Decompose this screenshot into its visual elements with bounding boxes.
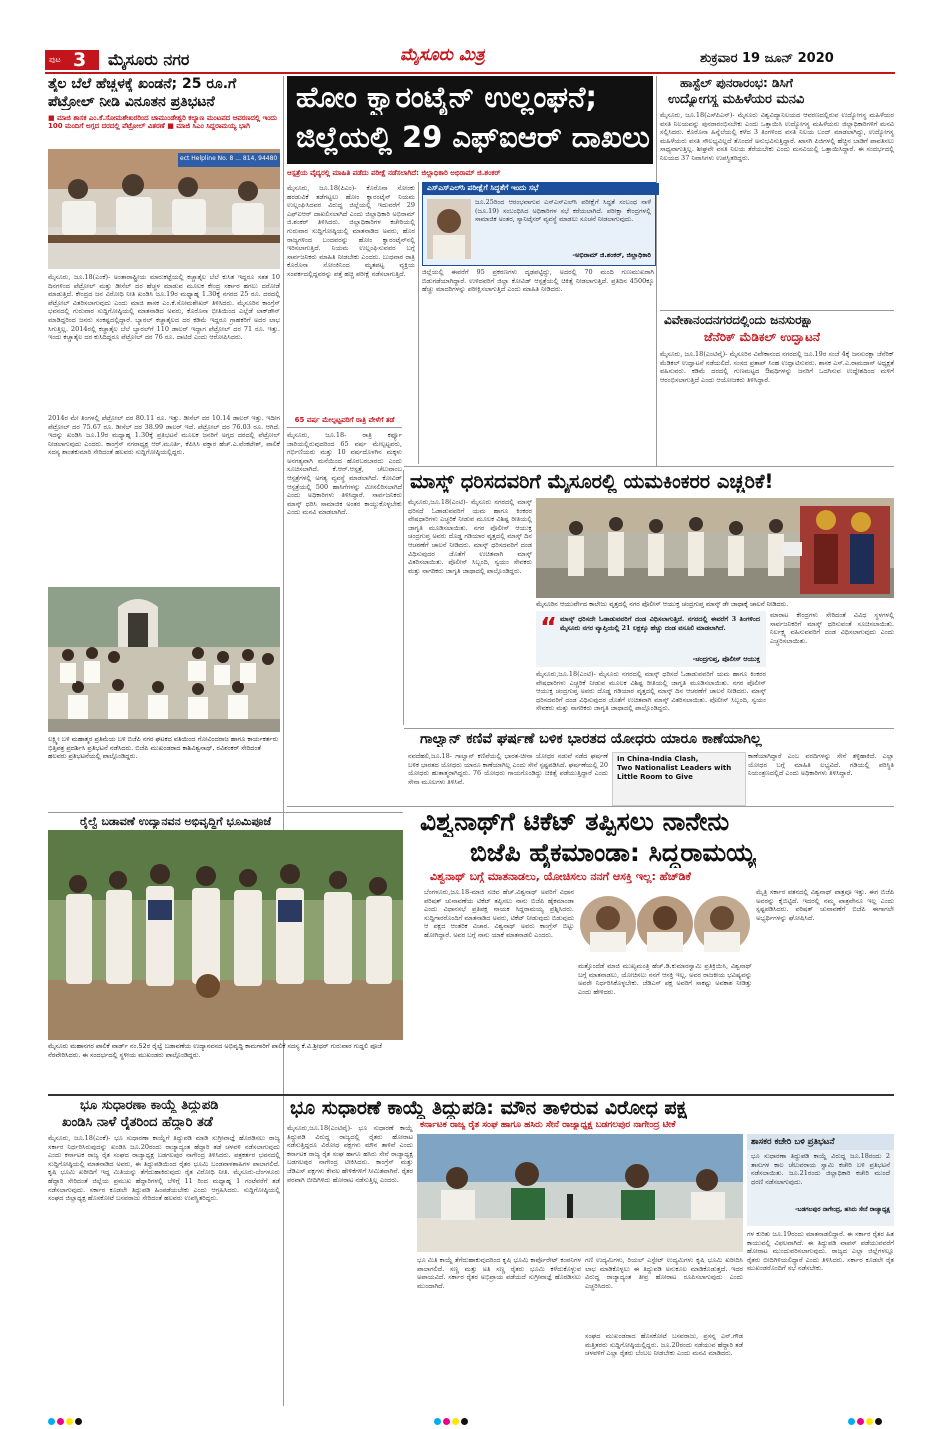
header-rule [45, 72, 895, 74]
section-title: ಮೈಸೂರು ನಗರ [108, 50, 190, 69]
mask-quote: ಮಾಸ್ಕ್ ಧರಿಸದೇ ಓಡಾಡುವವರಿಗೆ ದಂಡ ವಿಧಿಸಲಾಗುತ್ತಿದೆ. ನಗರದಲ್ಲಿ ಈವರೆಗೆ 3 ತಿಂಗಳಿಂದ ಮೈಸೂರು ನಗರ ವ್ಯಾಪ್ತಿಯಲ್ಲಿ 21 ಲಕ್ಷಕ್ಕೂ ಹೆಚ್ಚು ದಂಡ ವಸೂಲಿ ಮಾಡಲಾಗಿದೆ. [560, 615, 760, 632]
sslc-box-sign: -ಅಭಿರಾಮ್ ಜಿ.ಶಂಕರ್, ಜಿಲ್ಲಾಧಿಕಾರಿ [572, 251, 651, 259]
land-left-headline-1: ಭೂ ಸುಧಾರಣಾ ಕಾಯ್ದೆ ತಿದ್ದುಪಡಿ [80, 1098, 219, 1113]
hostel-body: ಮೈಸೂರು, ಜೂ.18(ಎಸ್‍ಪಿಎನ್)- ಮೈಸೂರು ವಿಶ್ವವಿದ್ಯಾನಿಲಯದ ಆವರಣದಲ್ಲಿರುವ ಉದ್ಯೋಗಸ್ಥ ಮಹಿಳೆಯರ ವಸತಿ ನಿಲಯವನ್ನು ಪುನರಾರಂಭಿಸಬೇಕು ಎಂದು ಒತ್ತಾಯಿಸಿ ಉದ್ಯೋಗಸ್ಥ ಮಹಿಳೆಯರು ಜಿಲ್ಲಾಧಿಕಾರಿಗಳಿಗೆ ಮನವಿ ಸಲ್ಲಿಸಿದರು. ಕೊರೊನಾ ಹಿನ್ನೆಲೆಯಲ್ಲಿ ಕಳೆದ 3 ತಿಂಗಳಿಂದ ವಸತಿ ನಿಲಯ ಬಂದ್ ಮಾಡಲಾಗಿದ್ದು, ಉದ್ಯೋಗಸ್ಥ ಮಹಿಳೆಯರು ವಸತಿ ಸೌಲಭ್ಯವಿಲ್ಲದೆ ತೊಂದರೆ ಅನುಭವಿಸುತ್ತಿದ್ದಾರೆ. ಖಾಸಗಿ ಪಿಜಿಗಳಲ್ಲಿ ಹೆಚ್ಚಿನ ಬಾಡಿಗೆ ಪಾವತಿಸಲು ಸಾಧ್ಯವಾಗುತ್ತಿಲ್ಲ. ಶೀಘ್ರವೇ ವಸತಿ ನಿಲಯ ತೆರೆಯಬೇಕು ಎಂದು ಮನವಿಯಲ್ಲಿ ಒತ್ತಾಯಿಸಿದ್ದಾರೆ. ಈ ಸಂದರ್ಭದಲ್ಲಿ ನಿಲಯದ 37 ನಿವಾಸಿಗಳು ಉಪಸ್ಥಿತರಿದ್ದರು. [660, 111, 894, 162]
land-main-subhead: ಕರ್ನಾಟಕ ರಾಜ್ಯ ರೈತ ಸಂಘ ಹಾಗೂ ಹಸಿರು ಸೇನೆ ರಾಜ್ಯಾಧ್ಯಕ್ಷ ಬಡಗಲಪುರ ನಾಗೇಂದ್ರ ಟೀಕೆ [420, 1120, 676, 1130]
registration-dots-left [432, 1410, 468, 1429]
fuel-headline-2: ಪೆಟ್ರೋಲ್ ನೀಡಿ ವಿನೂತನ ಪ್ರತಿಭಟನೆ [48, 94, 215, 110]
section-rule [48, 812, 403, 813]
land-main-headline: ಭೂ ಸುಧಾರಣೆ ಕಾಯ್ದೆ ತಿದ್ದುಪಡಿ: ಮೌನ ತಾಳಿರುವ ವಿರೋಧ ಪಕ್ಷ [290, 1097, 687, 1119]
quarantine-kicker: ಆಸ್ಪತ್ರೆಯ ವೈದ್ಯರಲ್ಲಿ ಮಾಹಿತಿ ಪಡೆದು ಪರೀಕ್ಷೆ ನಡೆಸಲಾಗಿದೆ: ಜಿಲ್ಲಾಧಿಕಾರಿ ಅಭಿರಾಮ್ ಜಿ.ಶಂಕರ್ [287, 169, 501, 177]
column-divider [656, 76, 657, 466]
office-protest-sign: -ಬಡಗಲಪುರ ನಾಗೇಂದ್ರ, ಹಸಿರು ಸೇನೆ ರಾಜ್ಯಾಧ್ಯಕ್ಷ [794, 1206, 890, 1213]
galwan-body: ನವದೆಹಲಿ,ಜೂ.18- ಗಾಲ್ವಾನ್ ಕಣಿವೆಯಲ್ಲಿ ಭಾರತ-ಚೀನಾ ಯೋಧರ ನಡುವೆ ನಡೆದ ಘರ್ಷಣೆ ಬಳಿಕ ಭಾರತದ ಯೋಧರು ಯಾರೂ ಕಾಣೆಯಾಗಿಲ್ಲ ಎಂದು ಸೇನೆ ಸ್ಪಷ್ಟಪಡಿಸಿದೆ. ಘರ್ಷಣೆಯಲ್ಲಿ 20 ಯೋಧರು ಹುತಾತ್ಮರಾಗಿದ್ದರು. 76 ಯೋಧರು ಗಾಯಗೊಂಡಿದ್ದು ಚಿಕಿತ್ಸೆ ಪಡೆಯುತ್ತಿದ್ದಾರೆ ಎಂದು ಸೇನಾ ಮೂಲಗಳು ತಿಳಿಸಿವೆ. [408, 752, 608, 786]
issue-date: ಶುಕ್ರವಾರ 19 ಜೂನ್ 2020 [700, 51, 834, 66]
section-rule [660, 310, 894, 311]
bjp-protest-photo [48, 587, 280, 732]
sslc-box [422, 182, 656, 266]
railway-caption: ಮೈಸೂರು ಮಹಾನಗರ ಪಾಲಿಕೆ ವಾರ್ಡ್ ನಂ.52ರ ರೈಲ್ವೆ ಬಡಾವಣೆಯ ಉದ್ಯಾನವನದ ಅಭಿವೃದ್ಧಿ ಕಾಮಗಾರಿಗೆ ಪಾಲಿಕೆ ಸದಸ್ಯ ಕೆ.ವಿ.ಶ್ರೀಧರ್ ಗುರುವಾರ ಗುದ್ದಲಿ ಪೂಜೆ ನೆರವೇರಿಸಿದರು. ಈ ಸಂದರ್ಭದಲ್ಲಿ ಸ್ಥಳೀಯ ಮುಖಂಡರು ಪಾಲ್ಗೊಂಡಿದ್ದರು. [48, 1042, 382, 1059]
galwan-body-2: ಕಾಣೆಯಾಗಿದ್ದಾರೆ ಎಂಬ ವರದಿಗಳನ್ನು ಸೇನೆ ತಳ್ಳಿಹಾಕಿದೆ. ಎಲ್ಲಾ ಯೋಧರ ಬಗ್ಗೆ ಮಾಹಿತಿ ಲಭ್ಯವಿದೆ. ಗಡಿಯಲ್ಲಿ ಪರಿಸ್ಥಿತಿ ನಿಯಂತ್ರಣದಲ್ಲಿದೆ ಎಂದು ಅಧಿಕಾರಿಗಳು ತಿಳಿಸಿದ್ದಾರೆ. [748, 752, 894, 778]
press-meet-photo [48, 149, 280, 269]
jana-headline-1: ವಿವೇಕಾನಂದನಗರದಲ್ಲಿಂದು ಜನಸುರಕ್ಷಾ [664, 313, 813, 327]
dc-portrait [427, 199, 471, 259]
railway-headline: ರೈಲ್ವೆ ಬಡಾವಣೆ ಉದ್ಯಾನವನ ಅಭಿವೃದ್ಧಿಗೆ ಭೂಮಿಪೂಜೆ [80, 815, 272, 828]
section-rule [404, 728, 894, 729]
mask-body: ಮೈಸೂರು,ಜೂ.18(ಎಂಟಿ)- ಮೈಸೂರು ನಗರದಲ್ಲಿ ಮಾಸ್ಕ್ ಧರಿಸದೆ ಓಡಾಡುವವರಿಗೆ ಯಮ ಹಾಗೂ ಕಿಂಕರರ ವೇಷಧಾರಿಗಳು ಎಚ್ಚರಿಕೆ ನೀಡುವ ಮೂಲಕ ವಿಶಿಷ್ಟ ರೀತಿಯಲ್ಲಿ ಜಾಗೃತಿ ಮೂಡಿಸಲಾಯಿತು. ನಗರ ಪೊಲೀಸ್ ಆಯುಕ್ತ ಚಂದ್ರಗುಪ್ತ ಅವರು ದೊಡ್ಡ ಗಡಿಯಾರ ವೃತ್ತದಲ್ಲಿ ಮಾಸ್ಕ್ ದಿನ ಆಚರಣೆಗೆ ಚಾಲನೆ ನೀಡಿದರು. ಮಾಸ್ಕ್ ಧರಿಸದವರಿಗೆ ದಂಡ ವಿಧಿಸುವುದರ ಜೊತೆಗೆ ಉಚಿತವಾಗಿ ಮಾಸ್ಕ್ ವಿತರಿಸಲಾಯಿತು. ಪೊಲೀಸ್ ಸಿಬ್ಬಂದಿ, ಸ್ವಯಂ ಸೇವಕರು ಮತ್ತು ನಾಗರಿಕರು ಜಾಗೃತಿ ಜಾಥಾದಲ್ಲಿ ಪಾಲ್ಗೊಂಡಿದ್ದರು. [408, 498, 532, 575]
mask-quote-sign: -ಚಂದ್ರಗುಪ್ತ, ಪೊಲೀಸ್ ಆಯುಕ್ತ [692, 655, 760, 663]
mask-body-cont: ಮೈಸೂರು,ಜೂ.18(ಎಂಟಿ)- ಮೈಸೂರು ನಗರದಲ್ಲಿ ಮಾಸ್ಕ್ ಧರಿಸದೆ ಓಡಾಡುವವರಿಗೆ ಯಮ ಹಾಗೂ ಕಿಂಕರರ ವೇಷಧಾರಿಗಳು ಎಚ್ಚರಿಕೆ ನೀಡುವ ಮೂಲಕ ವಿಶಿಷ್ಟ ರೀತಿಯಲ್ಲಿ ಜಾಗೃತಿ ಮೂಡಿಸಲಾಯಿತು. ನಗರ ಪೊಲೀಸ್ ಆಯುಕ್ತ ಚಂದ್ರಗುಪ್ತ ಅವರು ದೊಡ್ಡ ಗಡಿಯಾರ ವೃತ್ತದಲ್ಲಿ ಮಾಸ್ಕ್ ದಿನ ಆಚರಣೆಗೆ ಚಾಲನೆ ನೀಡಿದರು. ಮಾಸ್ಕ್ ಧರಿಸದವರಿಗೆ ದಂಡ ವಿಧಿಸುವುದರ ಜೊತೆಗೆ ಉಚಿತವಾಗಿ ಮಾಸ್ಕ್ ವಿತರಿಸಲಾಯಿತು. ಪೊಲೀಸ್ ಸಿಬ್ಬಂದಿ, ಸ್ವಯಂ ಸೇವಕರು ಮತ್ತು ನಾಗರಿಕರು ಜಾಗೃತಿ ಜಾಥಾದಲ್ಲಿ ಪಾಲ್ಗೊಂಡಿದ್ದರು. [536, 670, 766, 713]
jana-body: ಮೈಸೂರು, ಜೂ.18(ಎಂಟಿವೈ)- ಮೈಸೂರಿನ ವಿವೇಕಾನಂದ ನಗರದಲ್ಲಿ ಜೂ.19ರ ಸಂಜೆ 4ಕ್ಕೆ ಜನಸುರಕ್ಷಾ ಜೆನೆರಿಕ್ ಮೆಡಿಕಲ್ ಉದ್ಘಾಟನೆ ನಡೆಯಲಿದೆ. ಸಂಸದ ಪ್ರತಾಪ್ ಸಿಂಹ ಉದ್ಘಾಟಿಸುವರು. ಶಾಸಕ ಎಸ್.ಎ.ರಾಮದಾಸ್ ಅಧ್ಯಕ್ಷತೆ ವಹಿಸುವರು. ಕಡಿಮೆ ದರದಲ್ಲಿ ಗುಣಮಟ್ಟದ ಔಷಧಿಗಳನ್ನು ಜನರಿಗೆ ಒದಗಿಸುವ ಉದ್ದೇಶದಿಂದ ಮಳಿಗೆ ಆರಂಭಿಸಲಾಗುತ್ತಿದೆ ಎಂದು ಆಯೋಜಕರು ತಿಳಿಸಿದ್ದಾರೆ. [660, 350, 894, 384]
galwan-inset-line-3: Little Room to Give [617, 773, 693, 781]
land-left-body: ಮೈಸೂರು, ಜೂ.18(ಎಂಕೆ)- ಭೂ ಸುಧಾರಣಾ ಕಾಯ್ದೆಗೆ ತಿದ್ದುಪಡಿ ಮಾಡಿ ಸುಗ್ರೀವಾಜ್ಞೆ ಹೊರಡಿಸಲು ರಾಜ್ಯ ಸರ್ಕಾರ ನಿರ್ಧರಿಸಿರುವುದನ್ನು ಖಂಡಿಸಿ ಜೂ.20ರಂದು ರಾಜ್ಯಾದ್ಯಂತ ಹೆದ್ದಾರಿ ತಡೆ ಚಳವಳಿ ನಡೆಸಲಾಗುವುದು ಎಂದು ಕರ್ನಾಟಕ ರಾಜ್ಯ ರೈತ ಸಂಘದ ರಾಜ್ಯಾಧ್ಯಕ್ಷ ಬಡಗಲಪುರ ನಾಗೇಂದ್ರ ತಿಳಿಸಿದರು. ಪತ್ರಕರ್ತರ ಭವನದಲ್ಲಿ ಸುದ್ದಿಗೋಷ್ಠಿಯಲ್ಲಿ ಮಾತನಾಡಿದ ಅವರು, ಈ ತಿದ್ದುಪಡಿಯಿಂದ ರೈತರ ಭೂಮಿ ಬಂಡವಾಳಶಾಹಿಗಳ ಪಾಲಾಗಲಿದೆ. ಕೃಷಿ ಭೂಮಿ ಖರೀದಿಗೆ ಇದ್ದ ಮಿತಿಯನ್ನು ತೆಗೆದುಹಾಕಿರುವುದು ರೈತ ವಿರೋಧಿ ನೀತಿ. ಮೈಸೂರು-ಬೆಂಗಳೂರು ಹೆದ್ದಾರಿ ಸೇರಿದಂತೆ ಜಿಲ್ಲೆಯ ಪ್ರಮುಖ ಹೆದ್ದಾರಿಗಳಲ್ಲಿ ಬೆಳಿಗ್ಗೆ 11 ರಿಂದ ಮಧ್ಯಾಹ್ನ 1 ಗಂಟೆವರೆಗೆ ತಡೆ ನಡೆಸಲಾಗುವುದು. ಸರ್ಕಾರ ಕೂಡಲೇ ತಿದ್ದುಪಡಿ ಹಿಂಪಡೆಯಬೇಕು ಎಂದು ಆಗ್ರಹಿಸಿದರು. ಸುದ್ದಿಗೋಷ್ಠಿಯಲ್ಲಿ ಸಂಘದ ಜಿಲ್ಲಾಧ್ಯಕ್ಷ ಹೊಸಕೋಟೆ ಬಸವರಾಜು ಸೇರಿದಂತೆ ಹಲವರು ಉಪಸ್ಥಿತರಿದ್ದರು. [48, 1134, 280, 1203]
quarantine-headline-1: ಹೋಂ ಕ್ವಾರಂಟೈನ್ ಉಲ್ಲಂಘನೆ; [296, 80, 597, 114]
page-label: ಪುಟ [49, 55, 61, 64]
bjp-protest-caption: ಲಕ್ಷ್ಮೀ ಬಳಿ ಮಹಾತ್ಮರ ಪ್ರತಿಮೆಯ ಬಳಿ ಬಿಜೆಪಿ ನಗರ ಘಟಕದ ವತಿಯಿಂದ ಗೋವಿಂದರಾಜ ಹಾಗೂ ಕಾರ್ಯಕರ್ತರು ಭಿತ್ತಿಪತ್ರ ಪ್ರದರ್ಶಿಸಿ ಪ್ರತಿಭಟನೆ ನಡೆಸಿದರು. ಬಿಜೆಪಿ ಮುಖಂಡರಾದ ಕಾಶಿವಿಶ್ವನಾಥ್, ರವಿಶಂಕರ್ ಸೇರಿದಂತೆ ಹಲವರು ಪ್ರತಿಭಟನೆಯಲ್ಲಿ ಪಾಲ್ಗೊಂಡಿದ್ದರು. [48, 735, 279, 760]
office-protest-body-2: ಗಳ ಕುರಿತು ಜೂ.19ರಂದು ಮಾತನಾಡಲಿದ್ದಾರೆ. ಈ ಸರ್ಕಾರ ರೈತರ ಹಿತ ಕಾಯುವಲ್ಲಿ ವಿಫಲವಾಗಿದೆ. ಈ ತಿದ್ದುಪಡಿ ವಾಪಸ್ ಪಡೆಯುವವರೆಗೆ ಹೋರಾಟ ಮುಂದುವರಿಸಲಾಗುವುದು. ರಾಜ್ಯದ ಎಲ್ಲಾ ಜಿಲ್ಲೆಗಳಲ್ಲೂ ರೈತರು ಬೀದಿಗಿಳಿಯಲಿದ್ದಾರೆ ಎಂದು ತಿಳಿಸಿದರು. ಸರ್ಕಾರ ಕೂಡಲೇ ರೈತ ಮುಖಂಡರೊಂದಿಗೆ ಸಭೆ ನಡೆಸಬೇಕು. [747, 1230, 894, 1273]
office-protest-box [747, 1134, 894, 1226]
masthead-title: ಮೈಸೂರು ಮಿತ್ರ [400, 45, 485, 65]
galwan-inset-line-2: Two Nationalist Leaders with [617, 764, 732, 772]
land-main-body-2: ಭೂ ಮಿತಿ ಕಾಯ್ದೆ ತೆಗೆದುಹಾಕುವುದರಿಂದ ಕೃಷಿ ಭೂಮಿ ಕಾರ್ಪೊರೇಟ್ ಕಂಪನಿಗಳ ಪಾಲಾಗಲಿದೆ. ಸಣ್ಣ ಮತ್ತು ಅತಿ ಸಣ್ಣ ರೈತರು ಭೂಮಿ ಕಳೆದುಕೊಳ್ಳುವ ಅಪಾಯವಿದೆ. ಸರ್ಕಾರ ರೈತರ ಅಭಿಪ್ರಾಯ ಪಡೆಯದೆ ಸುಗ್ರೀವಾಜ್ಞೆ ಹೊರಡಿಸಲು ಮುಂದಾಗಿದೆ. [417, 1256, 581, 1290]
fuel-body: ಮೈಸೂರು, ಜೂ.18(ಎಂಕೆ)- ಅಂತಾರಾಷ್ಟ್ರೀಯ ಮಾರುಕಟ್ಟೆಯಲ್ಲಿ ಕಚ್ಚಾತೈಲ ಬೆಲೆ ಕುಸಿತ ಇದ್ದರೂ ಸತತ 10 ದಿನಗಳಿಂದ ಪೆಟ್ರೋಲ್ ಮತ್ತು ಡೀಸೆಲ್ ದರ ಹೆಚ್ಚಳ ಮಾಡುವ ಮೂಲಕ ಕೇಂದ್ರ ಸರ್ಕಾರ ಹಗಲು ದರೋಡೆ ಮಾಡುತ್ತಿದೆ. ಕೇಂದ್ರದ ಜನ ವಿರೋಧಿ ನೀತಿ ಖಂಡಿಸಿ ಜೂ.19ರ ಮಧ್ಯಾಹ್ನ 1.30ಕ್ಕೆ ನಗರದ 25 ರೂ. ದರದಲ್ಲಿ ಪೆಟ್ರೋಲ್ ವಿತರಿಸಲಾಗುವುದು ಎಂದು ಮಾಜಿ ಶಾಸಕ ಎಂ.ಕೆ.ಸೋಮಶೇಖರ್ ತಿಳಿಸಿದರು. ಮೈಸೂರಿನ ಕಾಂಗ್ರೆಸ್ ಭವನದಲ್ಲಿ ಗುರುವಾರ ಸುದ್ದಿಗೋಷ್ಠಿಯಲ್ಲಿ ಮಾತನಾಡಿದ ಅವರು, ಕೊರೊನಾ ಭೀತಿಯಿಂದ ಎಲ್ಲೆಡೆ ಲಾಕ್‍ಡೌನ್ ಮಾಡಿದ್ದರಿಂದ ಜನರು ಸಂಕಷ್ಟದಲ್ಲಿದ್ದಾರೆ. ಬ್ಯಾರಲ್ ಕಚ್ಚಾತೈಲದ ದರ ಕಡಿಮೆ ಇದ್ದರೂ ಗ್ರಾಹಕರಿಗೆ ಅದರ ಲಾಭ ಸಿಗುತ್ತಿಲ್ಲ. 2014ರಲ್ಲಿ ಕಚ್ಚಾತೈಲ ಬೆಲೆ ಬ್ಯಾರಲ್‍ಗೆ 110 ಡಾಲರ್ ಇದ್ದಾಗ ಪೆಟ್ರೋಲ್ ದರ 71 ರೂ. ಇತ್ತು. ಇಂದು ಕಚ್ಚಾತೈಲ ದರ ಕುಸಿದಿದ್ದರೂ ಪೆಟ್ರೋಲ್ ದರ 76 ರೂ. ದಾಟಿದೆ ಎಂದು ಆರೋಪಿಸಿದರು. [48, 273, 280, 342]
siddu-headline-1: ವಿಶ್ವನಾಥ್‍ಗೆ ಟಿಕೆಟ್ ತಪ್ಪಿಸಲು ನಾನೇನು [420, 807, 730, 836]
quarantine-body: ಮೈಸೂರು, ಜೂ.18(ಪಿಎಂ)- ಕೊರೊನಾ ಸೋಂಕು ಹರಡುವಿಕೆ ತಡೆಗಟ್ಟಲು ಹೋಂ ಕ್ವಾರಂಟೈನ್ ನಿಯಮ ಉಲ್ಲಂಘಿಸಿದವರ ವಿರುದ್ಧ ಜಿಲ್ಲೆಯಲ್ಲಿ ಇದುವರೆಗೆ 29 ಎಫ್‍ಐಆರ್ ದಾಖಲಿಸಲಾಗಿದೆ ಎಂದು ಜಿಲ್ಲಾಧಿಕಾರಿ ಅಭಿರಾಮ್ ಜಿ.ಶಂಕರ್ ತಿಳಿಸಿದರು. ಜಿಲ್ಲಾಧಿಕಾರಿಗಳ ಕಚೇರಿಯಲ್ಲಿ ಗುರುವಾರ ಸುದ್ದಿಗೋಷ್ಠಿಯಲ್ಲಿ ಮಾತನಾಡಿದ ಅವರು, ಹೊರ ರಾಜ್ಯಗಳಿಂದ ಬಂದವರನ್ನು ಹೋಂ ಕ್ವಾರಂಟೈನ್‍ನಲ್ಲಿ ಇರಿಸಲಾಗುತ್ತಿದೆ. ನಿಯಮ ಉಲ್ಲಂಘಿಸುವವರ ಬಗ್ಗೆ ಸಾರ್ವಜನಿಕರು ಮಾಹಿತಿ ನೀಡಬೇಕು ಎಂದರು. ಬುಧವಾರ ರಾತ್ರಿ ಕೊರೊನಾ ಸೋಂಕಿನಿಂದ ಮೃತಪಟ್ಟ ವ್ಯಕ್ತಿಯ ಸಂಪರ್ಕದಲ್ಲಿದ್ದವರನ್ನು ಪತ್ತೆ ಹಚ್ಚಿ ಪರೀಕ್ಷೆ ನಡೆಸಲಾಗುತ್ತಿದೆ. [287, 184, 415, 278]
fuel-headline-1: ತೈಲ ಬೆಲೆ ಹೆಚ್ಚಳಕ್ಕೆ ಖಂಡನೆ; 25 ರೂ.ಗೆ [48, 76, 237, 92]
hostel-headline-2: ಉದ್ಯೋಗಸ್ಥ ಮಹಿಳೆಯರ ಮನವಿ [668, 92, 805, 107]
siddu-body-2: ಮತ್ತೊಂದೆಡೆ ಮಾಜಿ ಮುಖ್ಯಮಂತ್ರಿ ಹೆಚ್.ಡಿ.ಕುಮಾರಸ್ವಾಮಿ ಪ್ರತಿಕ್ರಿಯಿಸಿ, ವಿಶ್ವನಾಥ್ ಬಗ್ಗೆ ಮಾತನಾಡಲು, ಯೋಚಿಸಲು ನನಗೆ ಆಸಕ್ತಿ ಇಲ್ಲ. ಅವರ ರಾಜಕೀಯ ಭವಿಷ್ಯವನ್ನು ಅವರೇ ನಿರ್ಧರಿಸಿಕೊಳ್ಳಬೇಕು. ಜೆಡಿಎಸ್ ಪಕ್ಷ ಅವರಿಗೆ ಸಾಕಷ್ಟು ಅವಕಾಶ ನೀಡಿತ್ತು ಎಂದು ಹೇಳಿದರು. [578, 962, 752, 996]
quarantine-headline-2: ಜಿಲ್ಲೆಯಲ್ಲಿ 29 ಎಫ್‍ಐಆರ್ ದಾಖಲು [296, 120, 650, 154]
registration-dots-far-left [46, 1410, 82, 1429]
section-rule [404, 466, 894, 467]
column-divider [283, 76, 284, 416]
senior-box-title: 65 ವರ್ಷ ಮೇಲ್ಪಟ್ಟವರಿಗೆ ರಾತ್ರಿ ವೇಳೆಗೆ ತಡೆ [287, 416, 402, 428]
column-divider [403, 470, 404, 725]
mask-headline: ಮಾಸ್ಕ್ ಧರಿಸದವರಿಗೆ ಮೈಸೂರಲ್ಲಿ ಯಮಕಿಂಕರರ ಎಚ್ಚರಿಕೆ! [410, 470, 774, 493]
senior-box-body: ಮೈಸೂರು, ಜೂ.18- ರಾತ್ರಿ ಕರ್ಫ್ಯೂ ಜಾರಿಯಲ್ಲಿರುವುದರಿಂದ 65 ವರ್ಷ ಮೇಲ್ಪಟ್ಟವರು, ಗರ್ಭಿಣಿಯರು ಮತ್ತು 10 ವರ್ಷದೊಳಗಿನ ಮಕ್ಕಳು ಅನಗತ್ಯವಾಗಿ ಮನೆಯಿಂದ ಹೊರಬರಬಾರದು ಎಂದು ಸೂಚಿಸಲಾಗಿದೆ. ಕೆ.ಆರ್.ಆಸ್ಪತ್ರೆ, ಚೆಲುವಾಂಬ ಆಸ್ಪತ್ರೆಗಳಲ್ಲಿ ಅಗತ್ಯ ವ್ಯವಸ್ಥೆ ಮಾಡಲಾಗಿದೆ. ಕೋವಿಡ್ ಆಸ್ಪತ್ರೆಯಲ್ಲಿ 500 ಹಾಸಿಗೆಗಳನ್ನು ಮೀಸಲಿರಿಸಲಾಗಿದೆ ಎಂದು ಅಧಿಕಾರಿಗಳು ತಿಳಿಸಿದ್ದಾರೆ. ಸಾರ್ವಜನಿಕರು ಮಾಸ್ಕ್ ಧರಿಸಿ ಸಾಮಾಜಿಕ ಅಂತರ ಕಾಯ್ದುಕೊಳ್ಳಬೇಕು ಎಂದು ಮನವಿ ಮಾಡಲಾಗಿದೆ. [287, 431, 402, 517]
helpline-banner-text: ect Helpline No. 8 ... 814, 94480 [180, 155, 278, 162]
land-main-body-4: ಸಂಘದ ಮುಖಂಡರಾದ ಹೊಸಕೋಟೆ ಬಸವರಾಜು, ಪ್ರಸನ್ನ ಎನ್.ಗೌಡ ಮತ್ತಿತರರು ಸುದ್ದಿಗೋಷ್ಠಿಯಲ್ಲಿದ್ದರು. ಜೂ.20ರಂದು ನಡೆಯುವ ಹೆದ್ದಾರಿ ತಡೆ ಚಳವಳಿಗೆ ಎಲ್ಲಾ ರೈತರು ಬೆಂಬಲ ನೀಡಬೇಕು ಎಂದು ಮನವಿ ಮಾಡಿದರು. [585, 1332, 743, 1358]
quote-mark-icon: “ [540, 613, 558, 643]
quarantine-body-2: ಜಿಲ್ಲೆಯಲ್ಲಿ ಈವರೆಗೆ 95 ಪ್ರಕರಣಗಳು ದೃಢಪಟ್ಟಿದ್ದು, ಅದರಲ್ಲಿ 70 ಮಂದಿ ಗುಣಮುಖರಾಗಿ ಬಿಡುಗಡೆಯಾಗಿದ್ದಾರೆ. ಉಳಿದವರಿಗೆ ಜಿಲ್ಲಾ ಕೋವಿಡ್ ಆಸ್ಪತ್ರೆಯಲ್ಲಿ ಚಿಕಿತ್ಸೆ ನೀಡಲಾಗುತ್ತಿದೆ. ಪ್ರತಿದಿನ 4500ಕ್ಕೂ ಹೆಚ್ಚು ಮಾದರಿಗಳನ್ನು ಪರೀಕ್ಷಿಸಲಾಗುತ್ತಿದೆ ಎಂದು ಮಾಹಿತಿ ನೀಡಿದರು. [422, 268, 654, 294]
mask-caption: ಮೈಸೂರಿನ ಆಯುರ್ವೇದ ಕಾಲೇಜು ವೃತ್ತದಲ್ಲಿ ನಗರ ಪೊಲೀಸ್ ಆಯುಕ್ತ ಚಂದ್ರಗುಪ್ತ ಮಾಸ್ಕ್ ಡೇ ಜಾಥಾಕ್ಕೆ ಚಾಲನೆ ನೀಡಿದರು. [536, 600, 789, 608]
page-number-badge [45, 50, 99, 70]
registration-dots [846, 1410, 882, 1429]
mask-awareness-photo [536, 498, 894, 598]
galwan-inset [612, 752, 746, 806]
siddu-body-3: ಮೈತ್ರಿ ಸರ್ಕಾರ ಪತನದಲ್ಲಿ ವಿಶ್ವನಾಥ್ ಪಾತ್ರವೂ ಇತ್ತು. ಈಗ ಬಿಜೆಪಿ ಅವರನ್ನು ಕೈಬಿಟ್ಟಿದೆ. ಇದರಲ್ಲಿ ನಮ್ಮ ಪಾತ್ರವೇನೂ ಇಲ್ಲ ಎಂದು ಸ್ಪಷ್ಟಪಡಿಸಿದರು. ಪರಿಷತ್ ಚುನಾವಣೆಗೆ ಬಿಜೆಪಿ ಈಗಾಗಲೇ ಅಭ್ಯರ್ಥಿಗಳನ್ನು ಘೋಷಿಸಿದೆ. [756, 888, 894, 922]
section-rule [48, 1094, 894, 1096]
siddu-body: ಬೆಂಗಳೂರು,ಜೂ.18-ಮಾಜಿ ಸಚಿವ ಹೆಚ್.ವಿಶ್ವನಾಥ್ ಅವರಿಗೆ ವಿಧಾನ ಪರಿಷತ್ ಚುನಾವಣೆಯ ಟಿಕೆಟ್ ತಪ್ಪಿಸಲು ನಾನು ಬಿಜೆಪಿ ಹೈಕಮಾಂಡಾ ಎಂದು ವಿಧಾನಸಭೆ ಪ್ರತಿಪಕ್ಷ ನಾಯಕ ಸಿದ್ದರಾಮಯ್ಯ ಪ್ರಶ್ನಿಸಿದರು. ಸುದ್ದಿಗಾರರೊಂದಿಗೆ ಮಾತನಾಡಿದ ಅವರು, ಟಿಕೆಟ್ ನೀಡುವುದು ಬಿಡುವುದು ಆ ಪಕ್ಷದ ಆಂತರಿಕ ವಿಚಾರ. ವಿಶ್ವನಾಥ್ ಅವರು ಕಾಂಗ್ರೆಸ್ ಬಿಟ್ಟು ಹೋಗಿದ್ದಾರೆ. ಅವರ ಬಗ್ಗೆ ನಾನು ಯಾಕೆ ಮಾತನಾಡಲಿ ಎಂದರು. [424, 888, 574, 939]
leaders-photos [578, 888, 752, 958]
galwan-headline: ಗಾಲ್ವಾನ್ ಕಣಿವೆ ಘರ್ಷಣೆ ಬಳಿಕ ಭಾರತದ ಯೋಧರು ಯಾರೂ ಕಾಣೆಯಾಗಿಲ್ಲ [420, 731, 762, 747]
land-left-headline-2: ಖಂಡಿಸಿ ನಾಳೆ ರೈತರಿಂದ ಹೆದ್ದಾರಿ ತಡೆ [62, 1115, 213, 1130]
jana-headline-2: ಜೆನೆರಿಕ್ ಮೆಡಿಕಲ್ ಉದ್ಘಾಟನೆ [704, 330, 821, 344]
mask-quote-box [536, 611, 766, 667]
siddu-subhead: ವಿಶ್ವನಾಥ್ ಬಗ್ಗೆ ಮಾತನಾಡಲು, ಯೋಚಿಸಲು ನನಗೆ ಆಸಕ್ತಿ ಇಲ್ಲ: ಹೆಚ್‍ಡಿಕೆ [430, 870, 691, 883]
office-protest-body: ಭೂ ಸುಧಾರಣಾ ತಿದ್ದುಪಡಿ ಕಾಯ್ದೆ ವಿರುದ್ಧ ಜೂ.18ರಂದು 2 ತಾಸುಗಳ ಕಾಲ ಚೆಲುವರಾಯ ಸ್ವಾಮಿ ಕಚೇರಿ ಬಳಿ ಪ್ರತಿಭಟನೆ ನಡೆಸಲಾಯಿತು. ಜೂ.21ರಂದು ಜಿಲ್ಲಾಧಿಕಾರಿ ಕಚೇರಿ ಮುಂದೆ ಧರಣಿ ನಡೆಸಲಾಗುವುದು. [751, 1152, 890, 1186]
railway-bhoomi-pooja-photo [48, 830, 403, 1040]
column-divider [283, 1096, 284, 1406]
galwan-inset-line-1: In China-India Clash, [617, 755, 699, 763]
column-divider [418, 182, 419, 464]
mask-side-body: ಮಾರಾಟ ಕೇಂದ್ರಗಳು ಸೇರಿದಂತೆ ವಿವಿಧ ಸ್ಥಳಗಳಲ್ಲಿ ಸಾರ್ವಜನಿಕರಿಗೆ ಮಾಸ್ಕ್ ಧರಿಸುವಂತೆ ಸೂಚಿಸಲಾಯಿತು. ನಿರ್ಲಕ್ಷ್ಯ ವಹಿಸುವವರಿಗೆ ದಂಡ ವಿಧಿಸಲಾಗುವುದು ಎಂದು ಎಚ್ಚರಿಸಲಾಯಿತು. [770, 611, 894, 645]
siddu-headline-2: ಬಿಜೆಪಿ ಹೈಕಮಾಂಡಾ: ಸಿದ್ದರಾಮಯ್ಯ [470, 838, 757, 867]
senior-box [287, 416, 402, 804]
fuel-subhead: ■ ಮಾಜಿ ಶಾಸಕ ಎಂ.ಕೆ.ಸೋಮಶೇಖರರಿಂದ ಚಾಮುಂಡೇಶ್ವರಿ ಕಲ್ಯಾಣ ಮಂಟಪದ ಆವರಣದಲ್ಲಿ ಇಂದು 100 ಮಂದಿಗೆ ಅಗ್ಗದ ದರದಲ್ಲಿ ಪೆಟ್ರೋಲ್ ವಿತರಣೆ ■ ಮಾಜಿ ಸಿಎಂ ಸಿದ್ದರಾಮಯ್ಯ ಭಾಗಿ [48, 114, 278, 131]
sslc-box-title: ಎಸ್‍ಎಸ್‍ಎಲ್‍ಸಿ ಪರೀಕ್ಷೆಗೆ ಸಿದ್ಧತೆಗೆ ಇಂದು ಸಭೆ [423, 183, 659, 195]
land-main-body-3: ಗಣಿ ಉದ್ಯಮಿಗಳು, ರಿಯಲ್ ಎಸ್ಟೇಟ್ ಉದ್ಯಮಿಗಳು ಕೃಷಿ ಭೂಮಿ ಖರೀದಿಸಿ ಲಾಭ ಮಾಡಿಕೊಳ್ಳಲು ಈ ತಿದ್ದುಪಡಿ ಅನುಕೂಲ ಮಾಡಿಕೊಡುತ್ತದೆ. ಇದರ ವಿರುದ್ಧ ರಾಜ್ಯಾದ್ಯಂತ ತೀವ್ರ ಹೋರಾಟ ರೂಪಿಸಲಾಗುವುದು ಎಂದು ಎಚ್ಚರಿಸಿದರು. [585, 1256, 743, 1290]
sslc-box-body: ಜೂ.25ರಿಂದ ಆರಂಭವಾಗುವ ಎಸ್‍ಎಸ್‍ಎಲ್‍ಸಿ ಪರೀಕ್ಷೆಗೆ ಸಿದ್ಧತೆ ಸಂಬಂಧ ನಾಳೆ (ಜೂ.19) ಸಂಬಂಧಿಸಿದ ಅಧಿಕಾರಿಗಳ ಸಭೆ ಕರೆಯಲಾಗಿದೆ. ಪರೀಕ್ಷಾ ಕೇಂದ್ರಗಳಲ್ಲಿ ಸಾಮಾಜಿಕ ಅಂತರ, ಸ್ಯಾನಿಟೈಸರ್ ವ್ಯವಸ್ಥೆ ಮಾಡಲು ಸೂಚನೆ ನೀಡಲಾಗುವುದು. [475, 198, 651, 224]
fuel-body-2: 2014ರ ಮೇ ತಿಂಗಳಲ್ಲಿ ಪೆಟ್ರೋಲ್ ದರ 80.11 ರೂ. ಇತ್ತು. ಡೀಸೆಲ್ ದರ 10.14 ಡಾಲರ್ ಇತ್ತು. ಇದೀಗ ಪೆಟ್ರೋಲ್ ದರ 75.67 ರೂ. ಡೀಸೆಲ್ ದರ 38.99 ಡಾಲರ್ ಇದೆ. ಪೆಟ್ರೋಲ್ ದರ 76.03 ರೂ. ಆಗಿದೆ. ಇದನ್ನು ಖಂಡಿಸಿ ಜೂ.19ರ ಮಧ್ಯಾಹ್ನ 1.30ಕ್ಕೆ ಪ್ರತಿಭಟನೆ ಮೂಲಕ ಜನರಿಗೆ ಅಗ್ಗದ ದರದಲ್ಲಿ ಪೆಟ್ರೋಲ್ ನೀಡಲಾಗುವುದು ಎಂದರು. ಕಾಂಗ್ರೆಸ್ ನಗರಾಧ್ಯಕ್ಷ ಆರ್.ಮೂರ್ತಿ, ಕೆಪಿಸಿಸಿ ವಕ್ತಾರ ಹೆಚ್.ಎ.ವೆಂಕಟೇಶ್, ಪಾಲಿಕೆ ಸದಸ್ಯ ಶಾಂತಕುಮಾರಿ ಸೇರಿದಂತೆ ಹಲವರು ಸುದ್ದಿಗೋಷ್ಠಿಯಲ್ಲಿದ್ದರು. [48, 414, 280, 457]
page-number: 3 [73, 49, 87, 71]
farmers-press-photo [417, 1134, 743, 1252]
land-main-body: ಮೈಸೂರು,ಜೂ.18(ಎಂಟಿವೈ)- ಭೂ ಸುಧಾರಣೆ ಕಾಯ್ದೆ ತಿದ್ದುಪಡಿ ವಿರುದ್ಧ ರಾಜ್ಯದಲ್ಲಿ ರೈತರು ಹೋರಾಟ ನಡೆಸುತ್ತಿದ್ದರೂ ವಿರೋಧ ಪಕ್ಷಗಳು ಮೌನ ತಾಳಿವೆ ಎಂದು ಕರ್ನಾಟಕ ರಾಜ್ಯ ರೈತ ಸಂಘ ಹಾಗೂ ಹಸಿರು ಸೇನೆ ರಾಜ್ಯಾಧ್ಯಕ್ಷ ಬಡಗಲಪುರ ನಾಗೇಂದ್ರ ಟೀಕಿಸಿದರು. ಕಾಂಗ್ರೆಸ್ ಮತ್ತು ಜೆಡಿಎಸ್ ಪಕ್ಷಗಳು ಕೇವಲ ಹೇಳಿಕೆಗಳಿಗೆ ಸೀಮಿತವಾಗಿವೆ. ರೈತರ ಪರವಾಗಿ ಬೀದಿಗಿಳಿದು ಹೋರಾಟ ನಡೆಸುತ್ತಿಲ್ಲ ಎಂದರು. [287, 1124, 413, 1184]
hostel-headline-1: ಹಾಸ್ಟೆಲ್ ಪುನರಾರಂಭ: ಡಿಸಿಗೆ [680, 76, 793, 90]
office-protest-headline: ಶಾಸಕರ ಕಚೇರಿ ಬಳಿ ಪ್ರತಿಭಟನೆ [747, 1134, 894, 1150]
